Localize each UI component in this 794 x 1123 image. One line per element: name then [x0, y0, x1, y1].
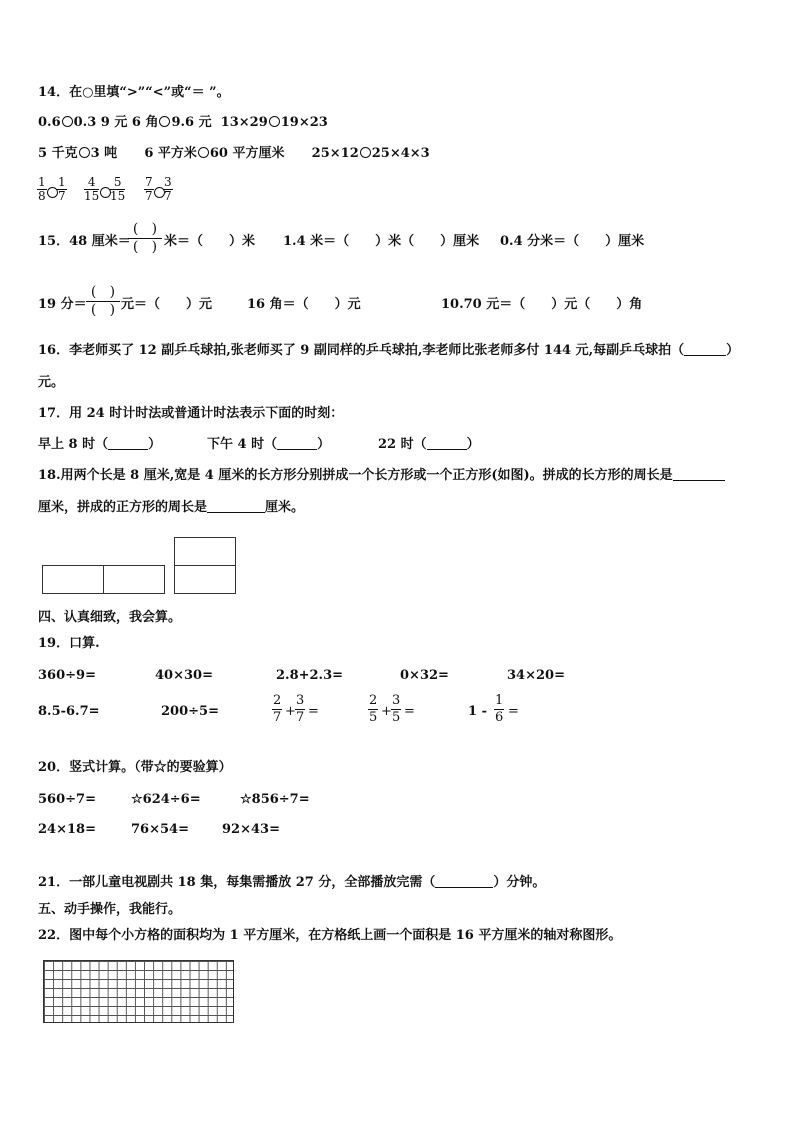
q14-title: 14．在○里填“>”“<”或“＝ ”。: [38, 85, 230, 100]
q15-label-d: 19 分＝: [38, 297, 87, 312]
fraction: $\frac{2}{7}$: [273, 693, 282, 725]
q19-item: 40×30=: [155, 668, 213, 683]
fraction: $\frac{3}{7}$: [164, 175, 172, 203]
q19-item: 360÷9=: [38, 668, 96, 683]
fraction: $\frac{5}{15}$: [110, 175, 126, 203]
square-grid-paper[interactable]: [43, 960, 234, 1023]
q20-item: 76×54=: [131, 822, 189, 837]
q22-text: 22．图中每个小方格的面积均为 1 平方厘米，在方格纸上画一个面积是 16 平方厘米的轴对称图形。: [38, 928, 622, 943]
q20-item: ☆624÷6=: [131, 792, 201, 807]
answer-blank[interactable]: [277, 449, 317, 450]
fraction: $\frac{1}{8}$: [38, 175, 46, 203]
paren-fraction[interactable]: ( ) ( ): [128, 221, 162, 256]
q19-item: 34×20=: [507, 668, 565, 683]
q17-c: 22 时（ ）: [378, 437, 480, 452]
q15-label-a: 15．48 厘米＝: [38, 234, 131, 249]
q17-a: 早上 8 时（ ）: [38, 437, 162, 452]
q16-tail: 元。: [38, 375, 65, 390]
rectangle-shape: [174, 537, 236, 566]
answer-blank[interactable]: [673, 480, 725, 481]
q15-part-e: 16 角＝（ ）元: [247, 297, 361, 312]
fraction: $\frac{7}{7}$: [145, 175, 153, 203]
q19-item: 200÷5=: [161, 704, 219, 719]
q15-part-b: 1.4 米＝（ ）米（ ）厘米: [283, 234, 480, 249]
q19-item: 2.8+2.3=: [276, 668, 344, 683]
q19-item: 0×32=: [400, 668, 449, 683]
q18-line2: 厘米，拼成的正方形的周长是 厘米。: [38, 500, 305, 515]
rectangle-shape: [103, 565, 165, 594]
fraction: $\frac{1}{7}$: [58, 175, 66, 203]
paren-fraction[interactable]: ( ) ( ): [86, 284, 120, 319]
q20-item: 560÷7=: [38, 792, 96, 807]
q20-title: 20．竖式计算。（带☆的要验算）: [38, 760, 232, 775]
answer-blank[interactable]: [427, 449, 467, 450]
compare-circle[interactable]: [360, 147, 371, 158]
rectangle-shape: [42, 565, 104, 594]
q15-part-a: 米＝（ ）米: [164, 234, 256, 249]
q14-row1: 0.6 0.3 9 元 6 角 9.6 元 13×29 19×23: [38, 115, 328, 130]
compare-circle[interactable]: [62, 116, 73, 127]
fraction: $\frac{1}{6}$: [495, 693, 504, 725]
q15-part-f: 10.70 元＝（ ）元（ ）角: [441, 297, 643, 312]
fraction: $\frac{4}{15}$: [84, 175, 100, 203]
rectangle-shape: [174, 565, 236, 594]
answer-blank[interactable]: [435, 887, 493, 888]
q15-part-d: 元＝（ ）元: [121, 297, 213, 312]
q18-line1: 18.用两个长是 8 厘米,宽是 4 厘米的长方形分别拼成一个长方形或一个正方形(如图)。拼成的长方形的周长是: [38, 468, 725, 484]
q20-item: 24×18=: [38, 822, 96, 837]
q20-item: ☆856÷7=: [240, 792, 310, 807]
section-5-heading: 五、动手操作，我能行。: [38, 902, 182, 917]
answer-blank[interactable]: [207, 512, 265, 513]
compare-circle[interactable]: [269, 116, 280, 127]
answer-blank[interactable]: [684, 355, 726, 356]
q16-text: 16．李老师买了 12 副乒乓球拍,张老师买了 9 副同样的乒乓球拍,李老师比张老师多付 144 元,每副乒乓球拍（ ）: [38, 343, 740, 358]
section-4-heading: 四、认真细致，我会算。: [38, 610, 182, 625]
q21-text: 21．一部儿童电视剧共 18 集，每集需播放 27 分，全部播放完需（ ）分钟。: [38, 875, 546, 890]
fraction: $\frac{2}{5}$: [369, 693, 378, 725]
compare-circle[interactable]: [198, 147, 209, 158]
q15-part-c: 0.4 分米＝（ ）厘米: [500, 234, 645, 249]
q14-row2: 5 千克 3 吨 6 平方米 60 平方厘米 25×12 25×4×3: [38, 146, 430, 161]
q19-title: 19．口算.: [38, 636, 100, 651]
answer-blank[interactable]: [108, 449, 148, 450]
fraction: $\frac{3}{5}$: [392, 693, 401, 725]
compare-circle[interactable]: [159, 116, 170, 127]
compare-circle[interactable]: [79, 147, 90, 158]
q19-item: 8.5-6.7=: [38, 704, 100, 719]
q17-title: 17．用 24 时计时法或普通计时法表示下面的时刻：: [38, 406, 344, 421]
fraction: $\frac{3}{7}$: [296, 693, 305, 725]
q20-item: 92×43=: [222, 822, 280, 837]
q17-b: 下午 4 时（ ）: [207, 437, 331, 452]
